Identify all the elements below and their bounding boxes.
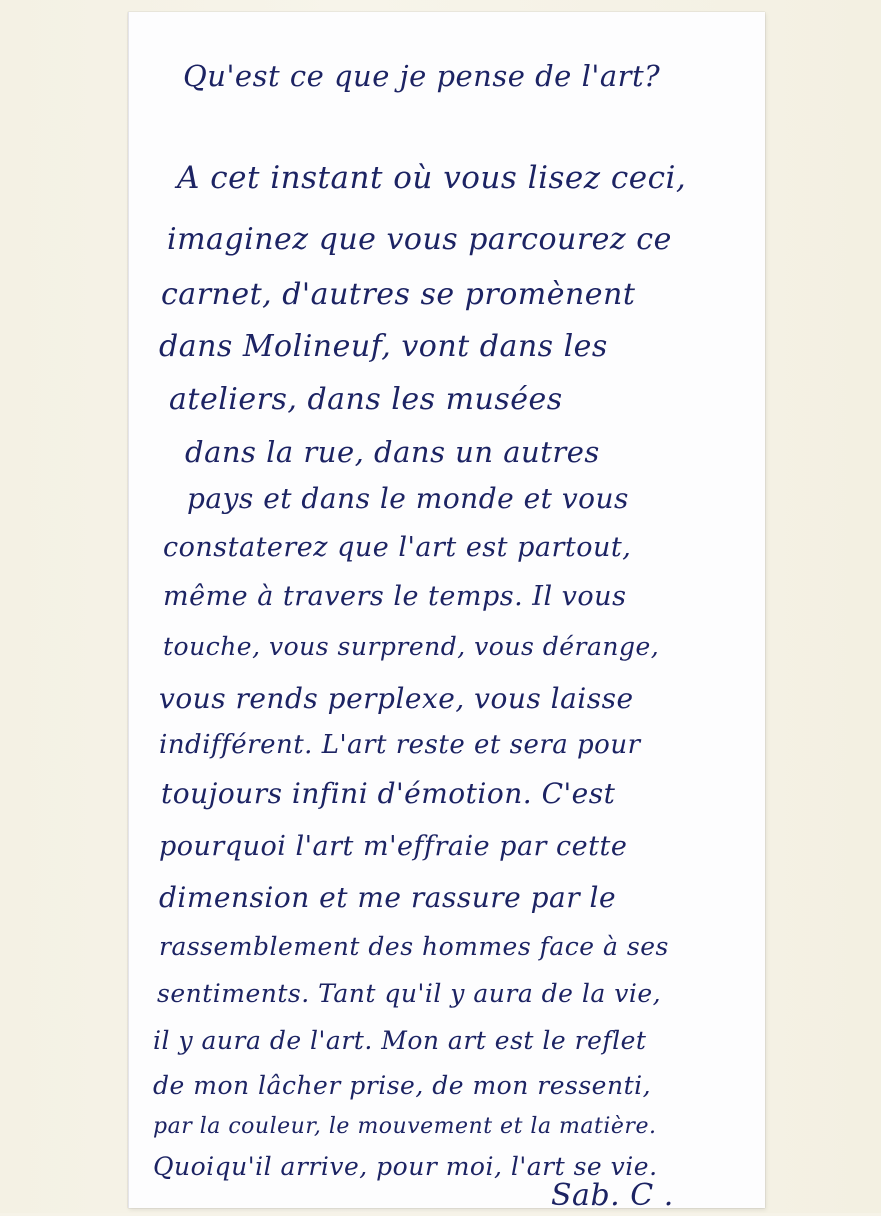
note-line-20: par la couleur, le mouvement et la matière. bbox=[153, 1114, 657, 1139]
note-line-10: touche, vous surprend, vous dérange, bbox=[163, 632, 660, 661]
note-line-9: même à travers le temps. Il vous bbox=[163, 581, 627, 612]
note-line-21: Quoiqu'il arrive, pour moi, l'art se vie. bbox=[153, 1152, 658, 1181]
note-line-7: pays et dans le monde et vous bbox=[187, 482, 629, 515]
note-line-4: dans Molineuf, vont dans les bbox=[159, 329, 608, 364]
note-line-15: dimension et me rassure par le bbox=[159, 881, 617, 914]
note-line-13: toujours infini d'émotion. C'est bbox=[161, 777, 616, 810]
note-line-17: sentiments. Tant qu'il y aura de la vie, bbox=[157, 979, 662, 1008]
note-line-5: ateliers, dans les musées bbox=[169, 382, 563, 417]
note-line-11: vous rends perplexe, vous laisse bbox=[159, 682, 634, 715]
note-line-12: indifférent. L'art reste et sera pour bbox=[159, 730, 641, 760]
note-title: Qu'est ce que je pense de l'art? bbox=[183, 59, 661, 93]
handwritten-note-card bbox=[128, 12, 765, 1213]
note-line-8: constaterez que l'art est partout, bbox=[163, 532, 632, 563]
note-line-2: imaginez que vous parcourez ce bbox=[167, 222, 672, 257]
note-line-18: il y aura de l'art. Mon art est le reflet bbox=[153, 1026, 647, 1055]
signature: Sab. C . bbox=[551, 1178, 674, 1213]
note-line-19: de mon lâcher prise, de mon ressenti, bbox=[153, 1071, 652, 1100]
note-line-6: dans la rue, dans un autres bbox=[185, 435, 600, 469]
note-line-1: A cet instant où vous lisez ceci, bbox=[177, 160, 687, 196]
note-line-14: pourquoi l'art m'effraie par cette bbox=[159, 831, 628, 862]
note-line-3: carnet, d'autres se promènent bbox=[161, 277, 636, 312]
note-line-16: rassemblement des hommes face à ses bbox=[159, 932, 669, 961]
